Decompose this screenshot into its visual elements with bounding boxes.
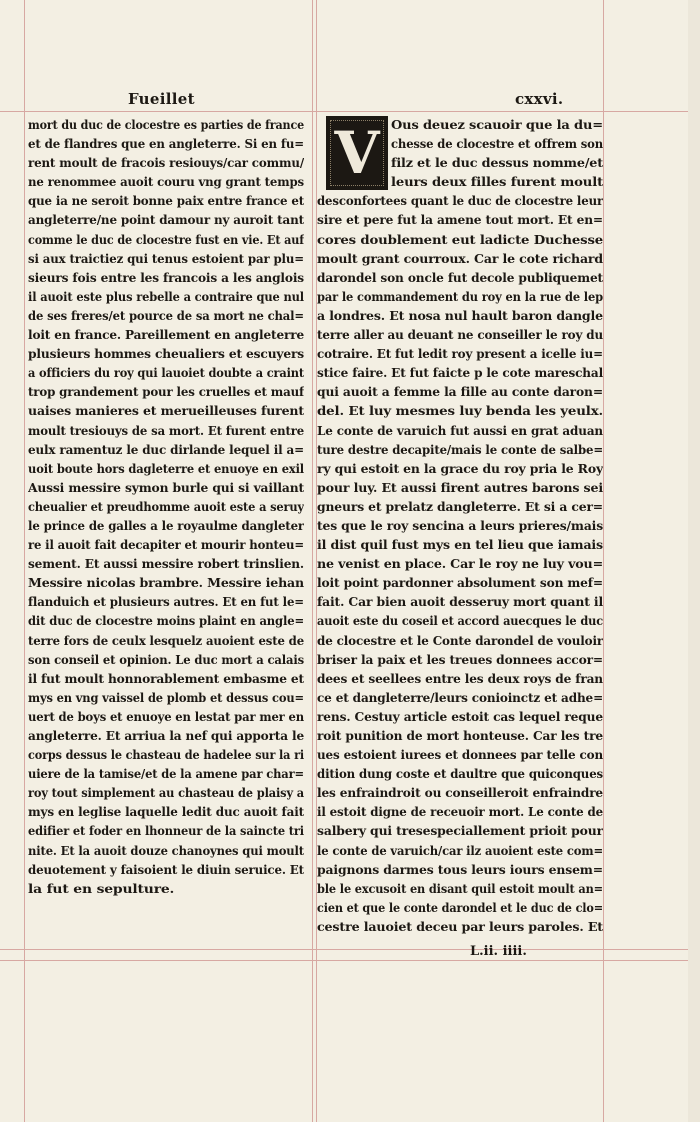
text-line-content: mys en leglise laquelle ledit duc auoit fait (28, 805, 304, 820)
text-line (317, 803, 603, 822)
text-line-content: a londres. Et nosa nul hault baron dangle (317, 308, 603, 323)
text-line (28, 211, 304, 230)
text-line (317, 593, 603, 612)
text-line (317, 536, 603, 555)
text-line-content: rent moult de fracois resiouys/car commu/ (28, 156, 304, 171)
text-line (317, 555, 603, 574)
text-line (28, 383, 304, 402)
text-line (317, 135, 603, 154)
text-line-content: le conte de varuich/car ilz auoient este com= (317, 843, 603, 858)
text-line (28, 422, 304, 441)
text-line (317, 116, 603, 135)
text-line (317, 441, 603, 460)
text-line-content: cores doublement eut ladicte Duchesse (317, 232, 603, 247)
text-line-content: angleterre. Et arriua la nef qui apporta le (28, 729, 304, 743)
text-line (317, 211, 603, 230)
text-line-content: fait. Car bien auoit desseruy mort quant il (317, 595, 603, 610)
text-line-content: filz et le duc dessus nomme/et (391, 156, 603, 171)
text-line-content: salbery qui tresespeciallement prioit pour (317, 824, 603, 839)
text-line (28, 574, 304, 593)
text-line-content: gneurs et prelatz dangleterre. Et si a cer= (317, 499, 603, 514)
text-line-content: eulx ramentuz le duc dirlande lequel il a= (28, 442, 304, 457)
text-line (317, 383, 603, 402)
text-line-content: plusieurs hommes cheualiers et escuyers (28, 347, 304, 362)
text-line (28, 173, 304, 192)
text-line-content: comme le duc de clocestre fust en vie. Et auf (28, 232, 304, 247)
text-line (317, 345, 603, 364)
text-line (28, 479, 304, 498)
text-line-content: terre aller au deuant ne conseiller le roy du (317, 328, 603, 343)
text-line (28, 192, 304, 211)
text-line-content: darondel son oncle fut decole publiquemet (317, 270, 603, 285)
text-line-content: le prince de galles a le royaulme dangleter (28, 518, 304, 533)
text-line (28, 269, 304, 288)
text-line-content: cestre lauoiet deceu par leurs paroles. Et (317, 919, 603, 934)
text-line (28, 135, 304, 154)
text-line-content: corps dessus le chasteau de hadelee sur la ri (28, 748, 304, 763)
text-line (28, 784, 304, 803)
text-line (28, 670, 304, 689)
text-line-content: dees et seellees entre les deux roys de fran (317, 671, 603, 686)
left-text-column (28, 116, 304, 899)
text-line (317, 231, 603, 250)
text-line-content: tes que le roy sencina a leurs prieres/mais (317, 518, 603, 533)
text-line-content: il dist quil fust mys en tel lieu que iamais (317, 538, 603, 553)
text-line-content: Ous deuez scauoir que la du= (391, 118, 603, 132)
text-line (28, 555, 304, 574)
text-line-content: ne venist en place. Car le roy ne luy vou= (317, 557, 603, 572)
text-line (28, 441, 304, 460)
text-line (28, 154, 304, 173)
text-line (317, 173, 603, 192)
text-line (28, 593, 304, 612)
text-line (28, 460, 304, 479)
text-line-content: uiere de la tamise/et de la amene par char= (28, 767, 304, 782)
text-line-content: trop grandement pour les cruelles et mauf (28, 385, 304, 400)
text-line-content: qui auoit a femme la fille au conte daron= (317, 385, 603, 400)
text-line-content: leurs deux filles furent moult (391, 175, 603, 190)
text-line (317, 574, 603, 593)
text-line-content: edifier et foder en lhonneur de la saincte tri (28, 824, 304, 839)
text-line (28, 326, 304, 345)
text-line-content: angleterre/ne point damour ny auroit tant (28, 213, 304, 228)
text-line-content: par le commandement du roy en la rue de lep (317, 289, 603, 304)
text-line-content: desconfortees quant le duc de clocestre leur (317, 194, 603, 209)
text-line-content: uert de boys et enuoye en lestat par mer en (28, 709, 304, 724)
text-line (317, 842, 603, 861)
text-line-content: rens. Cestuy article estoit cas lequel reque (317, 709, 603, 724)
text-line-content: il fut moult honnorablement embasme et (28, 671, 304, 686)
running-head-left: Fueillet (128, 90, 195, 108)
text-line (28, 842, 304, 861)
text-line (317, 479, 603, 498)
text-line-content: terre fors de ceulx lesquelz auoient este de (28, 633, 304, 648)
text-line-content: les enfraindroit ou conseilleroit enfraindre (317, 786, 603, 801)
text-line (28, 880, 304, 899)
text-line (28, 517, 304, 536)
text-line (317, 784, 603, 803)
text-line (28, 765, 304, 784)
text-line (28, 402, 304, 421)
text-line-content: sement. Et aussi messire robert trinslien. (28, 557, 304, 572)
text-line (28, 822, 304, 841)
text-line-content: ture destre decapite/mais le conte de salbe= (317, 442, 603, 457)
text-line (317, 154, 603, 173)
ruling-line-gutter-left (312, 0, 313, 1122)
text-line (317, 498, 603, 517)
ruling-line-top (0, 111, 688, 112)
text-line (28, 288, 304, 307)
text-line-content: ues estoient iurees et donnees par telle con (317, 748, 603, 763)
text-line-content: Messire nicolas brambre. Messire iehan (28, 576, 304, 591)
text-line (28, 612, 304, 631)
text-line-content: flanduich et plusieurs autres. Et en fut le= (28, 595, 304, 610)
text-line (317, 422, 603, 441)
text-line-content: si aux traictiez qui tenus estoient par plu= (28, 251, 304, 266)
text-line (317, 880, 603, 899)
text-line-content: uoit boute hors dagleterre et enuoye en exil (28, 461, 304, 476)
text-line-content: dit duc de clocestre moins plaint en angle= (28, 614, 304, 629)
text-line (317, 746, 603, 765)
text-line (28, 746, 304, 765)
text-line (317, 899, 603, 918)
text-line (317, 632, 603, 651)
text-line-content: nite. Et la auoit douze chanoynes qui moult (28, 843, 304, 858)
text-line (317, 822, 603, 841)
text-line (28, 708, 304, 727)
text-line-content: la fut en sepulture. (28, 881, 175, 896)
text-line (317, 307, 603, 326)
text-line (28, 727, 304, 746)
page-edge (688, 0, 700, 1122)
text-line (28, 689, 304, 708)
text-line-content: loit en france. Pareillement en angleterre (28, 328, 304, 343)
text-line (28, 632, 304, 651)
text-line-content: re il auoit fait decapiter et mourir honteu= (28, 538, 304, 553)
text-line-content: sieurs fois entre les francois a les anglois (28, 270, 304, 285)
text-line (28, 307, 304, 326)
text-line (317, 460, 603, 479)
text-line (28, 536, 304, 555)
decorated-initial: V (326, 116, 388, 190)
text-line-content: chesse de clocestre et offrem son (391, 137, 603, 152)
text-line (317, 708, 603, 727)
text-line-content: a officiers du roy qui lauoiet doubte a craint (28, 366, 304, 381)
text-line (317, 765, 603, 784)
text-line-content: roit punition de mort honteuse. Car les tre (317, 729, 603, 743)
text-line-content: que ia ne seroit bonne paix entre france et (28, 194, 304, 209)
text-line (317, 250, 603, 269)
text-line (317, 192, 603, 211)
text-line (317, 918, 603, 937)
text-line (317, 651, 603, 670)
text-line (317, 326, 603, 345)
text-line (28, 861, 304, 880)
text-line (28, 116, 304, 135)
text-line-content: cien et que le conte darondel et le duc de clo= (317, 900, 603, 915)
text-line-content: son conseil et opinion. Le duc mort a calais (28, 652, 304, 667)
text-line-content: pour luy. Et aussi firent autres barons sei (317, 480, 603, 495)
text-line (317, 727, 603, 746)
text-line (28, 364, 304, 383)
text-line (28, 250, 304, 269)
folio-number: cxxvi. (515, 90, 564, 108)
text-line-content: ble le excusoit en disant quil estoit moult an= (317, 881, 603, 896)
text-line-content: il estoit digne de receuoir mort. Le conte de (317, 805, 603, 820)
right-text-column (317, 116, 603, 937)
text-line-content: cotraire. Et fut ledit roy present a icelle iu= (317, 347, 603, 362)
text-line-content: ce et dangleterre/leurs conioinctz et adhe= (317, 690, 603, 705)
text-line-content: mys en vng vaissel de plomb et dessus cou= (28, 690, 304, 705)
text-line-content: il auoit este plus rebelle a contraire que nul (28, 289, 304, 304)
ruling-line-left-margin (24, 0, 25, 1122)
text-line-content: moult tresiouys de sa mort. Et furent entre (28, 423, 304, 438)
text-line (317, 288, 603, 307)
text-line-content: loit point pardonner absolument son mef= (317, 576, 603, 591)
text-line (28, 651, 304, 670)
text-line-content: deuotement y faisoient le diuin seruice. Et (28, 862, 304, 877)
text-line-content: paignons darmes tous leurs iours ensem= (317, 862, 603, 877)
text-line (28, 803, 304, 822)
ruling-line-right-margin (603, 0, 604, 1122)
signature-mark: L.ii. iiii. (470, 944, 527, 959)
text-line (317, 612, 603, 631)
text-line-content: dition dung coste et daultre que quiconques (317, 767, 603, 782)
ruling-line-bottom (0, 949, 688, 950)
text-line-content: ry qui estoit en la grace du roy pria le Roy (317, 461, 603, 476)
text-line (28, 345, 304, 364)
text-line (317, 364, 603, 383)
text-line (317, 402, 603, 421)
text-line (317, 689, 603, 708)
text-line-content: Aussi messire symon burle qui si vaillant (28, 480, 304, 495)
text-line-content: auoit este du coseil et accord auecques le duc (317, 614, 603, 629)
text-line (317, 670, 603, 689)
ruling-line-lower (0, 960, 688, 961)
text-line-content: del. Et luy mesmes luy benda les yeulx. (317, 404, 603, 419)
text-line-content: et de flandres que en angleterre. Si en fu= (28, 137, 304, 152)
text-line-content: mort du duc de clocestre es parties de france (28, 118, 304, 132)
text-line-content: moult grant courroux. Car le cote richard (317, 251, 603, 266)
text-line-content: cheualier et preudhomme auoit este a seruy (28, 499, 304, 514)
text-line (28, 498, 304, 517)
text-line-content: briser la paix et les treues donnees accor= (317, 652, 603, 667)
text-line-content: roy tout simplement au chasteau de plaisy a (28, 786, 304, 801)
text-line (317, 517, 603, 536)
text-line (28, 231, 304, 250)
text-line (317, 861, 603, 880)
text-line-content: de clocestre et le Conte darondel de vouloir (317, 633, 603, 648)
text-line-content: sire et pere fut la amene tout mort. Et en= (317, 213, 603, 228)
text-line-content: uaises manieres et merueilleuses furent (28, 404, 304, 419)
text-line-content: de ses freres/et pource de sa mort ne chal= (28, 308, 304, 323)
text-line (317, 269, 603, 288)
text-line-content: ne renommee auoit couru vng grant temps (28, 175, 304, 190)
text-line-content: stice faire. Et fut faicte p le cote mareschal (317, 366, 603, 381)
text-line-content: Le conte de varuich fut aussi en grat aduan (317, 423, 603, 438)
